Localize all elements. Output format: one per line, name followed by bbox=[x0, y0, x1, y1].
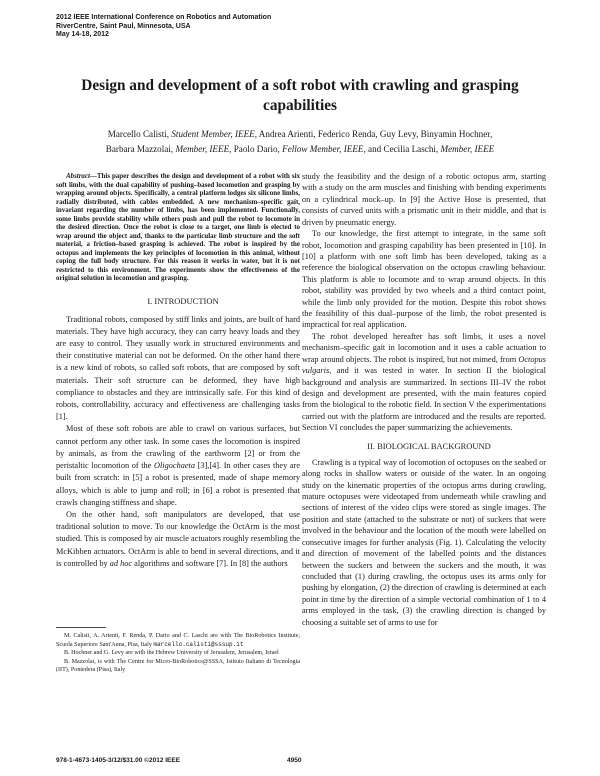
abstract-lead: Abstract bbox=[66, 172, 90, 180]
author-text: Barbara Mazzolai, bbox=[105, 144, 176, 154]
author-line-1 bbox=[40, 127, 560, 142]
paragraph: To our knowledge, the first attempt to integrate, in the same soft robot, locomotion and grasping capability has been presented in [10]. In [10] a platform with one soft limb has been developed, taking as a reference the biological observation on the octopus crawling behaviour. This platform is able to locomote and to wrap around objects. In this robot, stability was provided by two wheels and a third contact point, while the limb only provided for the motion. Despite this robot shows the feasibility of this dual–purpose of the limb, the robot presented is impractical for real application. bbox=[302, 229, 546, 330]
species-name: Octopus vulgaris bbox=[302, 354, 546, 376]
paragraph bbox=[56, 423, 300, 509]
introduction-continued bbox=[302, 171, 546, 434]
abstract-text: This paper describes the design and development of a robot with six soft limbs, with the dual capability of pushing–based locomotion and grasping by wrapping around objects. Specifically, a central platform lodges six silicone limbs, radially distributed, with cables embedded. A new mechanism–specific gait, invariant regarding the number of limbs, has been implemented. Functionally, some limbs provide stability while others push and pull the robot to locomote in the desired direction. Once the robot is close to a target, one limb is elected to wrap around the object and, thanks to the particular limb structure and the soft material, a friction–based grasping is achieved. The robot is inspired by the octopus and implements the key principles of locomotion in this animal, without coping the full body structure. For this reason it works in water, but it is not restricted to this environment. The experiments show the effectiveness of the original solution in locomotion and grasping. bbox=[56, 172, 300, 282]
paper-title bbox=[40, 76, 560, 115]
author-membership: Member, IEEE bbox=[440, 144, 495, 154]
footnotes bbox=[56, 632, 300, 675]
paragraph: Crawling is a typical way of locomotion of octopuses on the seabed or along rocks in shallow waters or outside of the water. In an ongoing study on the kinematic properties of the octopus arms during crawling, mature octopuses were videotaped from underneath while crawling and sections of interest of the video clips were stored as single images. The position and state (attached to the substrate or not) of suckers that were involved in the behaviour and the location of the mouth were labelled on consecutive images for further analysis (Fig. 1). Calculating the velocity and direction of movement of the labelled points and the distances between the suckers and between the suckers and the mouth, it was concluded that (1) during crawling, the octopus uses its arms only for pushing by elongation, (2) the direction of crawling is determined at each point in time by the direction of a simple vectorial combination of 1 to 4 arms employed in the task, (3) the crawling direction is changed by choosing a suitable set of arms to use for bbox=[302, 457, 546, 627]
isbn-copyright: 978-1-4673-1405-3/12/$31.00 ©2012 IEEE bbox=[56, 757, 181, 764]
paragraph bbox=[302, 331, 546, 434]
conference-name: 2012 IEEE International Conference on Robotics and Automation bbox=[56, 14, 272, 21]
species-name: Oligochaeta bbox=[153, 461, 195, 471]
biological-background-body bbox=[302, 457, 546, 628]
paragraph bbox=[56, 509, 300, 570]
paragraph: study the feasibility and the design of a robotic octopus arm, starting with a study on the arm muscles and finishing with bending experiments on a cylindrical mock–up. In [9] the Active Hose is presented, that consists of curved units with a prismatic unit in their middle, and that is driven by pneumatic energy. bbox=[302, 172, 546, 227]
paragraph-text: The robot developed hereafter has soft limbs, it uses a novel mechanism–specific gait in locomotion and it uses a cable actuation to wrap around objects. The robot is inspired, but not mimed, from bbox=[302, 331, 546, 364]
paragraph-text: , and it was tested in water. In section II the biological background and analysis are summarized. In sections III–IV the robot design and development are presented, with the main features copied from the biological to the robotic field. In section V the experimentations carried out with the platform are introduced and the results are reported. Section VI concludes the paper summarizing the achievements. bbox=[302, 366, 546, 433]
footnote-affiliation: B. Hochner and G. Levy are with the Hebrew University of Jerusalem, Jerusalem, Israel bbox=[64, 650, 279, 657]
author-membership: Member, IEEE bbox=[175, 144, 230, 154]
right-column bbox=[302, 171, 546, 628]
abstract bbox=[56, 172, 300, 283]
author-email: marcello.calisti@sssup.it bbox=[153, 640, 244, 648]
author-text: , Andrea Arienti, Federico Renda, Guy Levy, Binyamin Hochner, bbox=[254, 129, 493, 139]
conference-dates: May 14-18, 2012 bbox=[56, 31, 109, 39]
author-text: , Paolo Dario, bbox=[229, 144, 283, 154]
author-membership: Fellow Member, IEEE bbox=[282, 144, 364, 154]
paper-title-line-1: Design and development of a soft robot with crawling and grasping bbox=[81, 77, 519, 94]
author-list bbox=[40, 127, 560, 157]
footnote-text: M. Calisti, A. Arienti, F. Renda, P. Dario and C. Laschi are with The BioRobotics Institute, Scuola Superiore Sant'Anna, Pisa, Italy bbox=[56, 633, 300, 648]
conference-venue: RiverCentre, Saint Paul, Minnesota, USA bbox=[56, 22, 191, 30]
conference-header bbox=[56, 14, 356, 40]
left-column bbox=[56, 172, 300, 570]
paragraph-text: Most of these soft robots are able to crawl on various surfaces, but cannot perform any other task. In some cases the locomotion is inspired by animals, as from the crawling of the earthworm [2] or from the peristaltic locomotion of the bbox=[56, 424, 300, 471]
paper-title-line-2: capabilities bbox=[263, 96, 337, 114]
author-membership: Student Member, IEEE bbox=[171, 129, 255, 139]
footnote-affiliation bbox=[56, 632, 300, 649]
author-text: Marcello Calisti, bbox=[107, 129, 172, 139]
paragraph: Traditional robots, composed by stiff links and joints, are built of hard materials. They have high accuracy, they can carry heavy loads and they are easy to control. They usually work in structured environments and their constitutive material can not be deformed. On the other hand there is a new kind of robots, so called soft robots, that are composed by soft materials. Their soft structure can be deformed, they have high compliance to obstacles and they are intrinsically safe. For this kind of robots, controllability, accuracy and effectiveness are challenging tasks [1]. bbox=[56, 314, 300, 422]
emphasis-text: ad hoc bbox=[109, 558, 133, 568]
paragraph-text: [3],[4]. In other cases they are built from scratch: in [5] a robot is presented, made of shape memory alloys, which is able to jump and roll; in [6] a robot is presented that crawls changing stiffness and shape. bbox=[56, 461, 300, 507]
footnote-separator bbox=[56, 627, 106, 628]
page-number: 4950 bbox=[287, 757, 302, 764]
paragraph-text: On the other hand, soft manipulators are developed, that use traditional solution to move. To our knowledge the OctArm is the most studied. This is composed by air muscle actuators roughly resembling the McKibben actuators. OctArm is able to bend in several directions, and it is controlled by bbox=[56, 510, 300, 568]
author-text: , and Cecilia Laschi, bbox=[363, 144, 441, 154]
paragraph-text: algorithms and software [7]. In [8] the authors bbox=[132, 558, 288, 568]
introduction-body bbox=[56, 314, 300, 571]
abstract-dash: — bbox=[89, 172, 97, 180]
footnote-affiliation: B. Mazzolai, is with The Centre for Micro-BioRobotics@SSSA, Istituto Italiano di Tecnologia (IIT), Pontedera (Pisa), Italy bbox=[56, 658, 300, 674]
section-heading-biological-background: II. BIOLOGICAL BACKGROUND bbox=[367, 440, 491, 451]
author-line-2 bbox=[40, 142, 560, 157]
section-heading-introduction: I. INTRODUCTION bbox=[147, 295, 219, 306]
